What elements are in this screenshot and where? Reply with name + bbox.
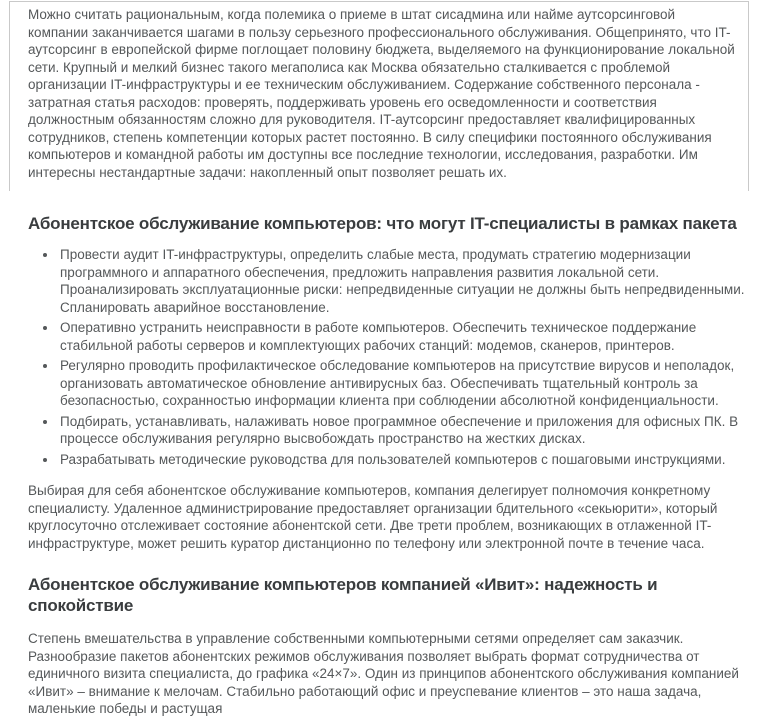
ivit-paragraph: Степень вмешательства в управление собственными компьютерными сетями определяет сам заказчик. Разнообразие пакетов абонентских режимов обслуживания позволяет выбрать формат сотрудничества от единичного визита специалиста, до графика «24×7». Один из принципов абонентского обслуживания компанией «Ивит» – внимание к мелочам. Стабильно работающий офис и преуспевание клиентов – это наша задача, маленькие победы и растущая: [28, 631, 739, 716]
section-heading-ivit: Абонентское обслуживание компьютеров компанией «Ивит»: надежность и спокойствие: [28, 575, 658, 615]
list-item: • Провести аудит IT-инфраструктуры, определить слабые места, продумать стратегию модернизации программного и аппаратного обеспечения, предложить направления развития локальной сети. Проанализировать эксплуатационные риски: непредвиденные ситуации не должны быть непредвиденными. Спланировать аварийное восстановление.: [58, 246, 760, 316]
section-heading-services: Абонентское обслуживание компьютеров: что могут IT-специалисты в рамках пакета: [28, 214, 737, 233]
service-list: [28, 246, 760, 468]
list-item: • Оперативно устранить неисправности в работе компьютеров. Обеспечить техническое поддержание стабильной работы серверов и комплектующих рабочих станций: модемов, сканеров, принтеров.: [58, 319, 760, 354]
intro-panel: [9, 1, 749, 191]
list-item: • Разрабатывать методические руководства для пользователей компьютеров с пошаговыми инструкциями.: [58, 451, 760, 469]
intro-paragraph: Можно считать рациональным, когда полемика о приеме в штат сисадмина или найме аутсорсинговой компании заканчивается шагами в пользу серьезного профессионального обслуживания. Общепринято, что IT-аутсорсинг в европейской фирме поглощает половину бюджета, выделяемого на функционирование локальной сети. Крупный и мелкий бизнес такого мегаполиса как Москва обязательно сталкивается с проблемой организации IT-инфраструктуры и ее техническим обслуживанием. Содержание собственного персонала - затратная статья расходов: проверять, поддерживать уровень его осведомленности и соответствия должностным обязанностям сложно для руководителя. IT-аутсорсинг предоставляет квалифицированных сотрудников, степень компетенции которых растет постоянно. В силу специфики постоянного обслуживания компьютеров и командной работы им доступны все последние технологии, исследования, разработки. Им интересны нестандартные задачи: накопленный опыт позволяет решать их.: [28, 7, 735, 180]
list-item: • Регулярно проводить профилактическое обследование компьютеров на присутствие вирусов и неполадок, организовать автоматическое обновление антивирусных баз. Обеспечивать тщательный контроль за безопасностью, сохранностью информации клиента при соблюдении абсолютной конфиденциальности.: [58, 357, 760, 410]
article-page: [0, 1, 784, 716]
services-closing-paragraph: Выбирая для себя абонентское обслуживание компьютеров, компания делегирует полномочия конкретному специалисту. Удаленное администрирование предоставляет организации бдительного «секьюрити», который круглосуточно отслеживает состояние абонентской сети. Две трети проблем, возникающих в отлаженной IT-инфраструктуре, может решить куратор дистанционно по телефону или электронной почте в течение часа.: [28, 483, 718, 551]
list-item: • Подбирать, устанавливать, налаживать новое программное обеспечение и приложения для офисных ПК. В процессе обслуживания регулярно высвобождать пространство на жестких дисках.: [58, 413, 760, 448]
